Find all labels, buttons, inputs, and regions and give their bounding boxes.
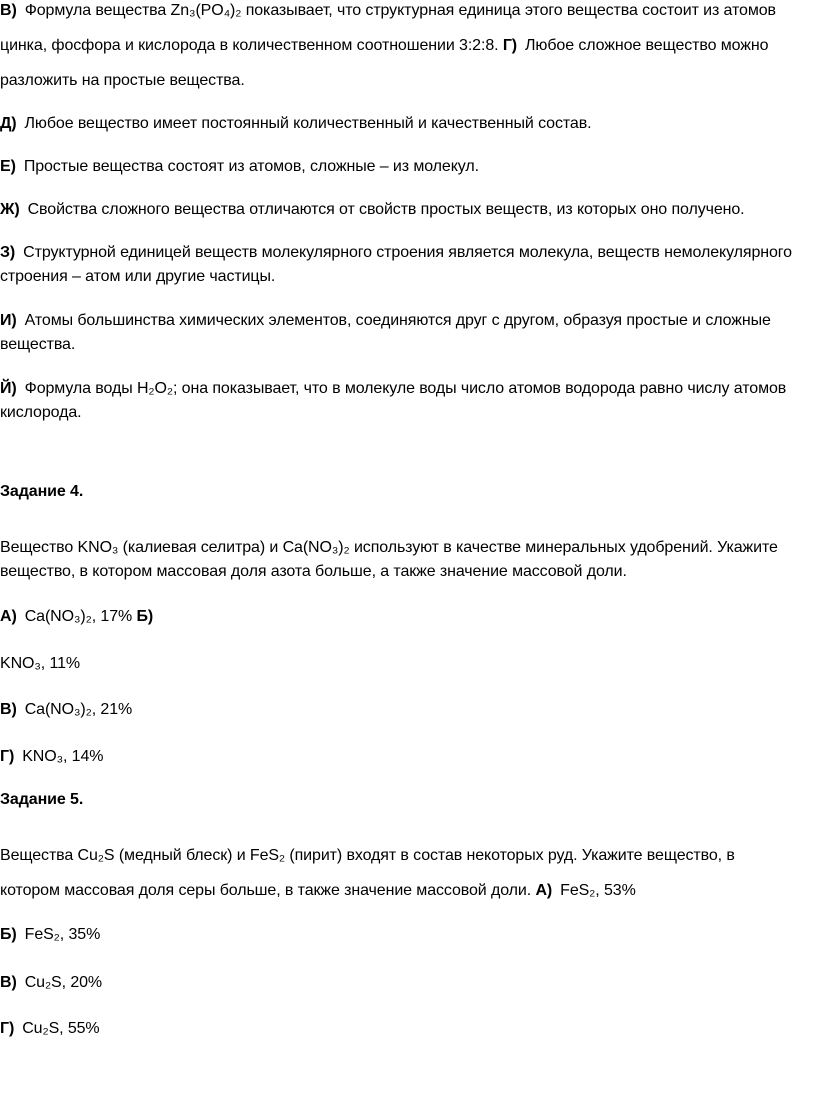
line-text: вещество, в котором массовая доля азота больше, а также значение массовой доли.: [0, 563, 627, 580]
text-line: [0, 924, 816, 946]
line-text: котором массовая доля серы больше, в также значение массовой доли.: [0, 882, 532, 899]
text-line: [0, 1018, 816, 1040]
line-text: разложить на простые вещества.: [0, 72, 245, 89]
line-text: Свойства сложного вещества отличаются от свойств простых веществ, из которых оно получено.: [27, 201, 745, 218]
text-line: [0, 746, 816, 768]
option-label: Е): [0, 158, 16, 175]
option-label: В): [0, 974, 17, 991]
line-text: Вещество KNO₃ (калиевая селитра) и Ca(NO₃)₂ используют в качестве минеральных удобрений. Укажите: [0, 539, 778, 556]
option-label: Г): [0, 748, 15, 765]
line-text: Cu₂S, 55%: [22, 1020, 100, 1037]
option-label: В): [0, 2, 17, 19]
text-line: [0, 0, 816, 22]
text-line: [0, 242, 816, 264]
option-label: Задание 5.: [0, 791, 84, 808]
text-line: [0, 699, 816, 721]
text-line: [0, 156, 816, 178]
line-text: Любое вещество имеет постоянный количественный и качественный состав.: [24, 115, 592, 132]
text-line: [0, 653, 816, 675]
option-label: Г): [502, 37, 518, 54]
text-line: [0, 70, 816, 92]
text-line: [0, 481, 816, 503]
option-label: Г): [0, 1020, 15, 1037]
line-text: FeS₂, 35%: [24, 926, 101, 943]
option-label: З): [0, 244, 16, 261]
line-text: строения – атом или другие частицы.: [0, 268, 276, 285]
option-label: И): [0, 312, 17, 329]
text-line: [0, 845, 816, 867]
text-line: [0, 561, 816, 583]
option-label: Ж): [0, 201, 20, 218]
option-label: А): [0, 608, 17, 625]
line-text: Вещества Cu₂S (медный блеск) и FeS₂ (пирит) входят в состав некоторых руд. Укажите вещество, в: [0, 847, 735, 864]
text-line: [0, 378, 816, 400]
line-text: кислорода.: [0, 404, 82, 421]
option-label: В): [0, 701, 17, 718]
text-line: [0, 199, 816, 221]
text-line: [0, 266, 816, 288]
text-line: [0, 402, 816, 424]
line-text: Любое сложное вещество можно: [525, 37, 769, 54]
option-label: Д): [0, 115, 17, 132]
line-text: цинка, фосфора и кислорода в количественном соотношении 3:2:8.: [0, 37, 499, 54]
text-line: [0, 880, 816, 902]
line-text: KNO₃, 11%: [0, 655, 81, 672]
text-line: [0, 113, 816, 135]
option-label: Б): [0, 926, 17, 943]
line-text: Формула воды H₂O₂; она показывает, что в молекуле воды число атомов водорода равно числу атомов: [24, 380, 787, 397]
option-label: Задание 4.: [0, 483, 84, 500]
text-line: [0, 972, 816, 994]
line-text: Формула вещества Zn₃(PO₄)₂ показывает, что структурная единица этого вещества состоит из атомов: [24, 2, 776, 19]
line-text: Атомы большинства химических элементов, соединяются друг с другом, образуя простые и сложные: [24, 312, 771, 329]
line-text: Cu₂S, 20%: [24, 974, 103, 991]
line-text: Ca(NO₃)₂, 17%: [24, 608, 133, 625]
line-text: KNO₃, 14%: [22, 748, 104, 765]
line-text: Простые вещества состоят из атомов, сложные – из молекул.: [23, 158, 479, 175]
text-line: [0, 537, 816, 559]
option-label: А): [535, 882, 553, 899]
line-text: FeS₂, 53%: [560, 882, 636, 899]
text-line: [0, 35, 816, 57]
line-text: Структурной единицей веществ молекулярного строения является молекула, веществ немолекулярного: [23, 244, 792, 261]
text-line: [0, 334, 816, 356]
line-text: Ca(NO₃)₂, 21%: [24, 701, 133, 718]
line-text: вещества.: [0, 336, 76, 353]
option-label: Б): [136, 608, 154, 625]
text-line: [0, 606, 816, 628]
option-label: Й): [0, 380, 17, 397]
text-line: [0, 789, 816, 811]
text-line: [0, 310, 816, 332]
